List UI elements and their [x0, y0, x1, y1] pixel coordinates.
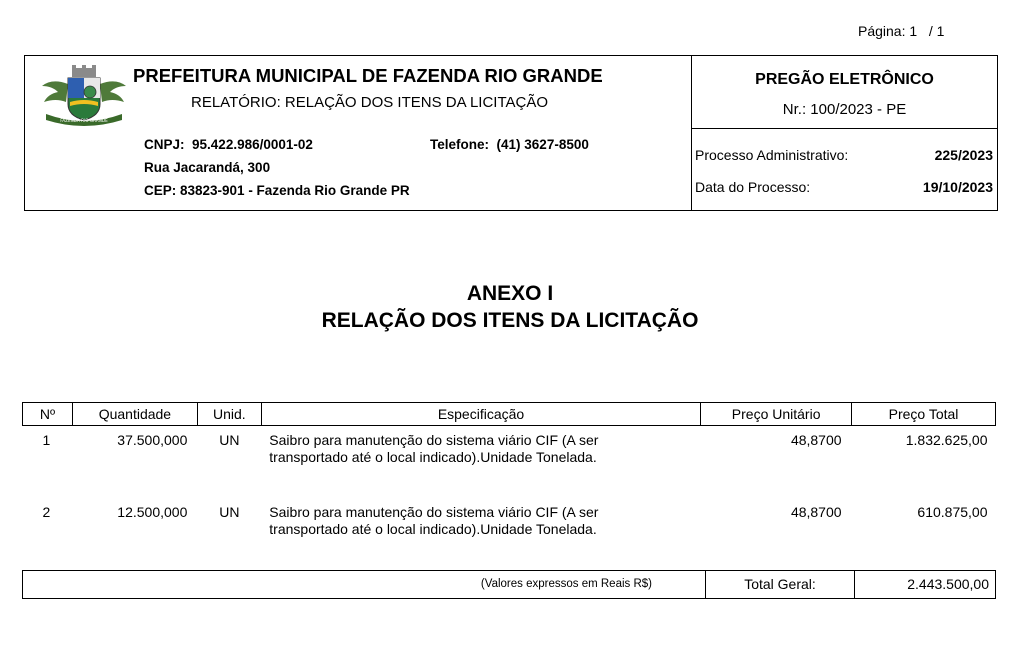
totals-divider [854, 571, 855, 598]
item-quantity: 37.500,000 [117, 432, 188, 448]
page-separator: / [928, 23, 933, 39]
grand-total-label: Total Geral: [744, 576, 816, 592]
process-date-label: Data do Processo: [695, 179, 811, 195]
cnpj-value: 95.422.986/0001-02 [192, 137, 313, 152]
annex-title-line1: ANEXO I [466, 282, 554, 305]
item-total-price: 1.832.625,00 [905, 432, 988, 448]
item-unit-price: 48,8700 [790, 504, 842, 520]
item-specification [261, 498, 700, 570]
item-spec-line1: Saibro para manutenção do sistema viário CIF (A ser [269, 504, 599, 520]
header-quantity: Quantidade [72, 403, 197, 426]
header-unit: Unid. [197, 403, 261, 426]
header-unit-price: Preço Unitário [701, 403, 852, 426]
municipal-coat-of-arms-logo [38, 64, 130, 130]
totals-bar [22, 570, 996, 599]
logo-banner-text: FAZENDA RIO GRANDE [60, 118, 108, 123]
item-number: 1 [42, 432, 51, 448]
grand-total-value: 2.443.500,00 [907, 576, 989, 592]
bid-number: Nr.: 100/2023 - PE [782, 101, 907, 118]
phone [430, 137, 589, 152]
item-spec-line2: transportado até o local indicado).Unidade Tonelada. [269, 449, 597, 465]
bid-modality: PREGÃO ELETRÔNICO [755, 71, 934, 88]
annex-title-line2: RELAÇÃO DOS ITENS DA LICITAÇÃO [321, 309, 699, 332]
report-title: RELATÓRIO: RELAÇÃO DOS ITENS DA LICITAÇÃO [191, 94, 549, 111]
item-spec-line1: Saibro para manutenção do sistema viário CIF (A ser [269, 432, 599, 448]
phone-value: (41) 3627-8500 [496, 137, 589, 152]
annex-title [0, 280, 1020, 334]
page-number-label: Página: [858, 23, 906, 39]
table-row [23, 498, 996, 570]
items-table [22, 402, 996, 570]
header-number: Nº [23, 403, 73, 426]
item-total-price: 610.875,00 [917, 504, 988, 520]
item-unit-price: 48,8700 [790, 432, 842, 448]
header-specification: Especificação [261, 403, 700, 426]
header-divider-horizontal [691, 128, 998, 129]
item-number: 2 [42, 504, 51, 520]
process-date-value: 19/10/2023 [922, 179, 993, 195]
organization-name: PREFEITURA MUNICIPAL DE FAZENDA RIO GRANDE [133, 65, 603, 86]
page-current: 1 [909, 23, 918, 39]
item-unit: UN [219, 432, 240, 448]
table-row [23, 426, 996, 499]
currency-note: (Valores expressos em Reais R$) [480, 578, 652, 590]
header-total-price: Preço Total [852, 403, 996, 426]
item-specification [261, 426, 700, 499]
cep-address: CEP: 83823-901 - Fazenda Rio Grande PR [144, 183, 410, 198]
page-number [858, 23, 944, 39]
page-total: 1 [936, 23, 945, 39]
item-quantity: 12.500,000 [117, 504, 188, 520]
street-address: Rua Jacarandá, 300 [144, 160, 271, 175]
report-header [24, 55, 998, 211]
process-value: 225/2023 [934, 147, 993, 163]
cnpj-label: CNPJ: [144, 137, 185, 152]
process-label: Processo Administrativo: [695, 147, 849, 163]
item-spec-line2: transportado até o local indicado).Unidade Tonelada. [269, 521, 597, 537]
phone-label: Telefone: [430, 137, 490, 152]
table-header-row [23, 403, 996, 426]
cnpj [144, 137, 313, 152]
item-unit: UN [219, 504, 240, 520]
